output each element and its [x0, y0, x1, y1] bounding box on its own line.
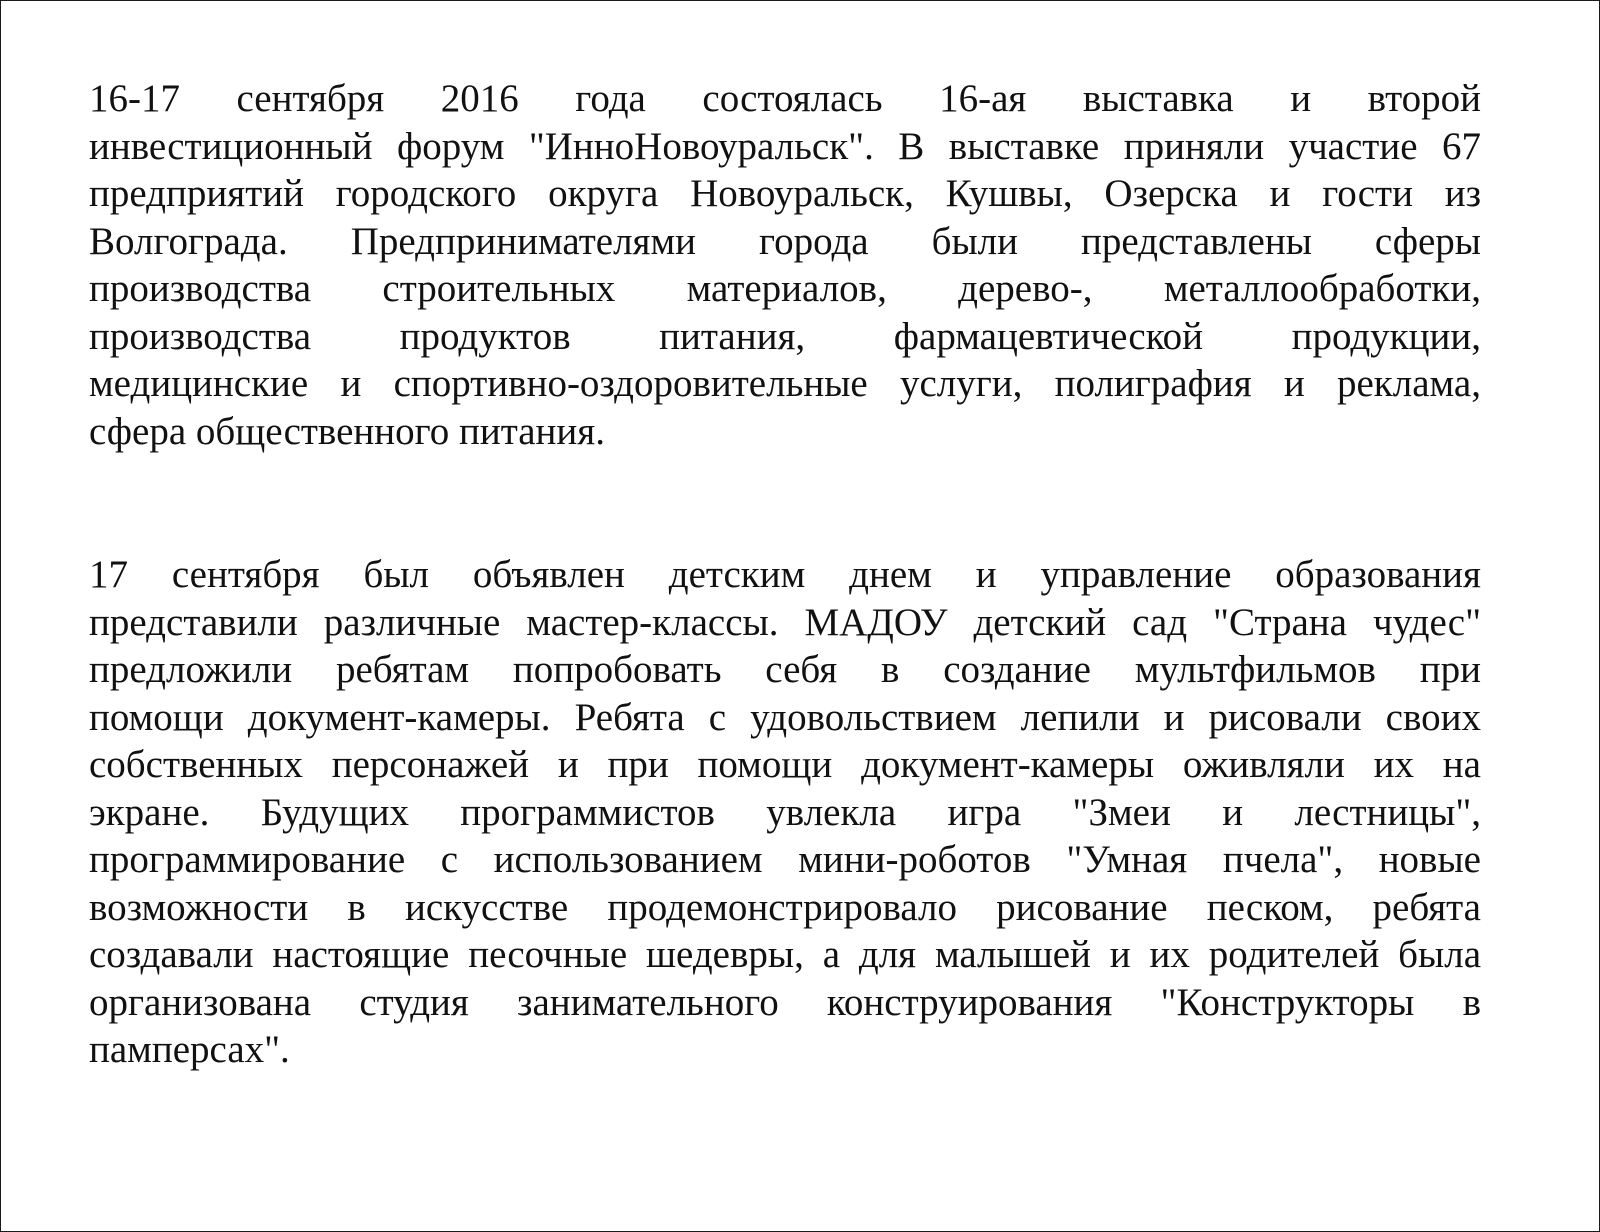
text-line: 16-17 сентября 2016 года состоялась 16-ая выставка и второй: [89, 77, 1481, 120]
text-line: предложили ребятам попробовать себя в создание мультфильмов при: [89, 648, 1481, 691]
text-line: собственных персонажей и при помощи документ-камеры оживляли их на: [89, 743, 1481, 786]
text-line: создавали настоящие песочные шедевры, а для малышей и их родителей была: [89, 933, 1481, 976]
text-line: производства продуктов питания, фармацевтической продукции,: [89, 314, 1481, 358]
text-line: инвестиционный форум "ИнноНовоуральск". В выставке приняли участие 67: [89, 124, 1481, 168]
text-line: сфера общественного питания.: [89, 409, 605, 453]
text-line: 17 сентября был объявлен детским днем и управление образования: [89, 553, 1481, 596]
text-line: представили различные мастер-классы. МАДОУ детский сад "Страна чудес": [89, 600, 1481, 644]
paragraph-children-day: [89, 551, 1481, 1074]
text-line: экране. Будущих программистов увлекла игра "Змеи и лестницы",: [89, 790, 1481, 834]
text-line: помощи документ-камеры. Ребята с удовольствием лепили и рисовали своих: [89, 695, 1481, 739]
text-line: организована студия занимательного конструирования "Конструкторы в: [89, 980, 1481, 1024]
text-line: предприятий городского округа Новоуральск, Кушвы, Озерска и гости из: [89, 172, 1481, 215]
paragraph-exhibition: [89, 75, 1481, 455]
text-line: производства строительных материалов, дерево-, металлообработки,: [89, 267, 1481, 310]
text-line: программирование с использованием мини-роботов "Умная пчела", новые: [89, 838, 1481, 881]
text-line: Волгограда. Предпринимателями города были представлены сферы: [89, 219, 1481, 263]
text-line: медицинские и спортивно-оздоровительные услуги, полиграфия и реклама,: [89, 362, 1481, 405]
text-line: памперсах".: [89, 1028, 290, 1071]
text-line: возможности в искусстве продемонстрировало рисование песком, ребята: [89, 885, 1481, 929]
